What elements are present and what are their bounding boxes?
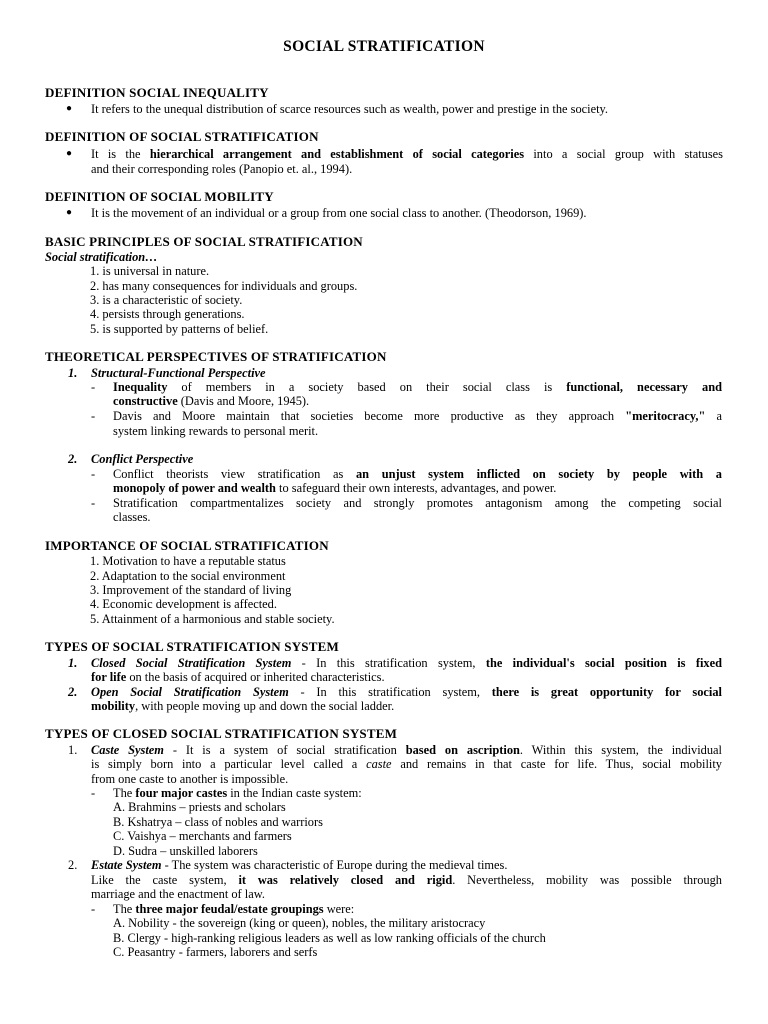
estate-groupings-intro: The three major feudal/estate groupings were: [113, 902, 355, 916]
bullet-icon: ● [66, 207, 73, 218]
type-number: 2. [68, 858, 78, 872]
open-system-line1: Open Social Stratification System - In this stratification system, there is great opportunity for social [91, 685, 722, 699]
structural-functional-point2-line1: Davis and Moore maintain that societies become more productive as they approach "meritocracy," a [113, 409, 722, 423]
importance-item: 5. Attainment of a harmonious and stable society. [90, 612, 335, 626]
estate-item: B. Clergy - high-ranking religious leaders as well as low ranking officials of the church [113, 931, 546, 945]
conflict-point1-line1: Conflict theorists view stratification as an unjust system inflicted on society by people with a [113, 467, 722, 481]
heading-importance: IMPORTANCE OF SOCIAL STRATIFICATION [45, 538, 329, 553]
mobility-definition: It is the movement of an individual or a group from one social class to another. (Theodorson, 1969). [91, 206, 587, 220]
principles-subheading: Social stratification… [45, 250, 158, 264]
type-number: 1. [68, 656, 78, 670]
caste-system-line1: Caste System - It is a system of social stratification based on ascription. Within this system, the individual [91, 743, 722, 757]
estate-system-line2: Like the caste system, it was relatively closed and rigid. Nevertheless, mobility was possible through [91, 873, 723, 887]
stratification-definition-line1: It is the hierarchical arrangement and establishment of social categories into a social group with statuses [91, 147, 723, 161]
principle-item: 5. is supported by patterns of belief. [90, 322, 269, 336]
type-number: 2. [68, 685, 78, 699]
caste-item: D. Sudra – unskilled laborers [113, 844, 258, 858]
importance-item: 1. Motivation to have a reputable status [90, 554, 286, 568]
dash-icon: - [91, 467, 96, 481]
estate-item: A. Nobility - the sovereign (king or queen), nobles, the military aristocracy [113, 916, 486, 930]
importance-item: 2. Adaptation to the social environment [90, 569, 286, 583]
importance-item: 3. Improvement of the standard of living [90, 583, 292, 597]
perspective-number: 2. [68, 452, 78, 466]
principle-item: 3. is a characteristic of society. [90, 293, 243, 307]
four-castes-intro: The four major castes in the Indian caste system: [113, 786, 362, 800]
bullet-icon: ● [66, 103, 73, 114]
document-title: SOCIAL STRATIFICATION [283, 38, 485, 55]
dash-icon: - [91, 409, 96, 423]
closed-system-line1: Closed Social Stratification System - In this stratification system, the individual's social position is fixed [91, 656, 722, 670]
closed-system-line2: for life on the basis of acquired or inherited characteristics. [91, 670, 385, 684]
type-number: 1. [68, 743, 78, 757]
principle-item: 1. is universal in nature. [90, 264, 210, 278]
heading-types-of-system: TYPES OF SOCIAL STRATIFICATION SYSTEM [45, 639, 339, 654]
heading-social-stratification: DEFINITION OF SOCIAL STRATIFICATION [45, 129, 319, 144]
inequality-definition: It refers to the unequal distribution of scarce resources such as wealth, power and prestige in the society. [91, 102, 609, 116]
open-system-line2: mobility, with people moving up and down the social ladder. [91, 699, 395, 713]
heading-social-mobility: DEFINITION OF SOCIAL MOBILITY [45, 189, 274, 204]
dash-icon: - [91, 380, 96, 394]
heading-types-closed-system: TYPES OF CLOSED SOCIAL STRATIFICATION SYSTEM [45, 726, 398, 741]
principle-item: 2. has many consequences for individuals and groups. [90, 279, 358, 293]
principle-item: 4. persists through generations. [90, 307, 245, 321]
caste-system-line3: from one caste to another is impossible. [91, 772, 289, 786]
dash-icon: - [91, 786, 96, 800]
structural-functional-point1-line2: constructive (Davis and Moore, 1945). [113, 394, 310, 408]
heading-basic-principles: BASIC PRINCIPLES OF SOCIAL STRATIFICATION [45, 234, 363, 249]
caste-item: C. Vaishya – merchants and farmers [113, 829, 292, 843]
structural-functional-title: Structural-Functional Perspective [91, 366, 266, 380]
heading-social-inequality: DEFINITION SOCIAL INEQUALITY [45, 85, 269, 100]
stratification-definition-line2: and their corresponding roles (Panopio et. al., 1994). [91, 162, 353, 176]
estate-item: C. Peasantry - farmers, laborers and serfs [113, 945, 318, 959]
caste-item: A. Brahmins – priests and scholars [113, 800, 286, 814]
dash-icon: - [91, 902, 96, 916]
importance-item: 4. Economic development is affected. [90, 597, 277, 611]
caste-system-line2: is simply born into a particular level called a caste and remains in that caste for life. Thus, social mobility [91, 757, 722, 771]
conflict-point2-line1: Stratification compartmentalizes society and strongly promotes antagonism among the competing social [113, 496, 722, 510]
dash-icon: - [91, 496, 96, 510]
conflict-point1-line2: monopoly of power and wealth to safeguard their own interests, advantages, and power. [113, 481, 557, 495]
structural-functional-point1-line1: Inequality of members in a society based on their social class is functional, necessary and [113, 380, 722, 394]
caste-item: B. Kshatrya – class of nobles and warriors [113, 815, 323, 829]
conflict-point2-line2: classes. [113, 510, 151, 524]
heading-theoretical-perspectives: THEORETICAL PERSPECTIVES OF STRATIFICATION [45, 349, 387, 364]
bullet-icon: ● [66, 148, 73, 159]
estate-system-line3: marriage and the enactment of law. [91, 887, 265, 901]
estate-system-line1: Estate System - The system was characteristic of Europe during the medieval times. [91, 858, 508, 872]
perspective-number: 1. [68, 366, 78, 380]
conflict-perspective-title: Conflict Perspective [91, 452, 194, 466]
structural-functional-point2-line2: system linking rewards to personal merit. [113, 424, 319, 438]
